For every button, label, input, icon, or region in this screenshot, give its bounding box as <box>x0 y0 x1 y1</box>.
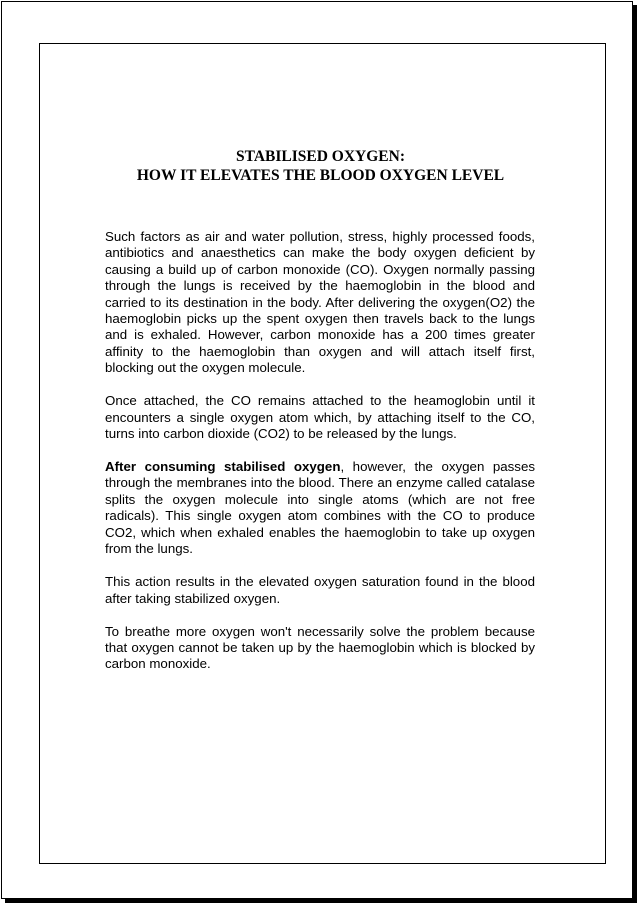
paragraph-1: Such factors as air and water pollution, stress, highly processed foods, antibiotics and anaesthetics can make the body oxygen deficient by causing a build up of carbon monoxide (CO). Oxygen normally passing through the lungs is received by the haemoglobin in the blood and carried to its destination in the body. After delivering the oxygen(O2) the haemoglobin picks up the spent oxygen then travels back to the lungs and is exhaled. However, carbon monoxide has a 200 times greater affinity to the haemoglobin than oxygen and will attach itself first, blocking out the oxygen molecule. <box>105 229 535 376</box>
title-line-1: STABILISED OXYGEN: <box>236 148 405 165</box>
paragraph-3-text: , however, the oxygen passes through the membranes into the blood. There an enzyme called catalase splits the oxygen molecule into single atoms (which are not free radicals). This single oxygen atom combines with the CO to produce CO2, which when exhaled enables the haemoglobin to take up oxygen from the lungs. <box>105 459 536 557</box>
paragraph-3 <box>105 459 535 557</box>
paragraph-2: Once attached, the CO remains attached to the heamoglobin until it encounters a single oxygen atom which, by attaching itself to the CO, turns into carbon dioxide (CO2) to be released by the lungs. <box>105 393 535 442</box>
document-body <box>105 229 535 689</box>
document-title <box>0 147 641 185</box>
paragraph-4: This action results in the elevated oxygen saturation found in the blood after taking stabilized oxygen. <box>105 574 535 606</box>
paragraph-3-bold-lead: After consuming stabilised oxygen <box>105 459 341 475</box>
paragraph-5: To breathe more oxygen won't necessarily solve the problem because that oxygen cannot be taken up by the haemoglobin which is blocked by carbon monoxide. <box>105 623 535 672</box>
title-line-2: HOW IT ELEVATES THE BLOOD OXYGEN LEVEL <box>136 167 505 184</box>
